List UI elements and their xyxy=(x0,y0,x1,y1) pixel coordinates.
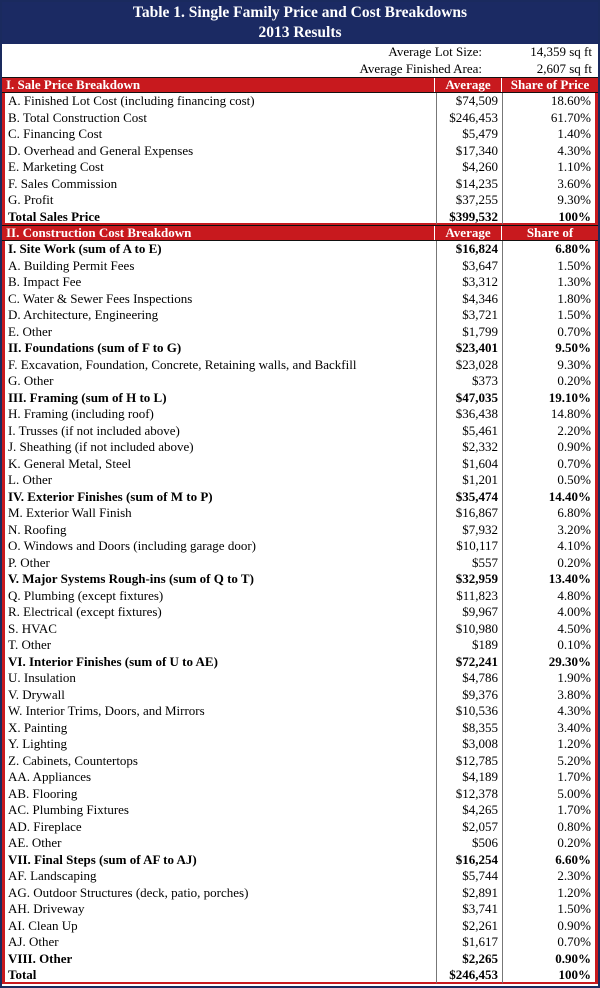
row-share: 0.80% xyxy=(502,819,598,836)
row-average: $12,785 xyxy=(436,753,502,770)
row-average: $35,474 xyxy=(436,489,502,506)
row-average: $32,959 xyxy=(436,571,502,588)
row-share: 0.70% xyxy=(502,934,598,951)
table-row xyxy=(2,934,598,951)
row-average: $5,744 xyxy=(436,868,502,885)
table-row xyxy=(2,736,598,753)
row-average: $12,378 xyxy=(436,786,502,803)
table-row xyxy=(2,703,598,720)
row-label: A. Finished Lot Cost (including financing cost) xyxy=(2,93,436,110)
row-share: 1.80% xyxy=(502,291,598,308)
row-label: II. Foundations (sum of F to G) xyxy=(2,340,436,357)
row-label: AJ. Other xyxy=(2,934,436,951)
row-share: 5.20% xyxy=(502,753,598,770)
row-share: 0.70% xyxy=(502,456,598,473)
row-share: 1.20% xyxy=(502,885,598,902)
row-label: Z. Cabinets, Countertops xyxy=(2,753,436,770)
row-average: $5,479 xyxy=(436,126,502,143)
row-average: $10,980 xyxy=(436,621,502,638)
row-average: $2,057 xyxy=(436,819,502,836)
row-share: 3.40% xyxy=(502,720,598,737)
row-share: 1.40% xyxy=(502,126,598,143)
section-header-construction-cost xyxy=(2,225,598,241)
row-share: 4.10% xyxy=(502,538,598,555)
info-row-finished-area xyxy=(2,61,598,78)
table-row xyxy=(2,209,598,226)
table-row xyxy=(2,423,598,440)
table-row xyxy=(2,604,598,621)
row-average: $10,536 xyxy=(436,703,502,720)
row-label: B. Impact Fee xyxy=(2,274,436,291)
row-average: $246,453 xyxy=(436,967,502,984)
row-share: 100% xyxy=(502,209,598,226)
row-share: 9.30% xyxy=(502,192,598,209)
column-header-share: Share of Price xyxy=(501,78,598,92)
row-average: $4,189 xyxy=(436,769,502,786)
table-row xyxy=(2,819,598,836)
row-label: Y. Lighting xyxy=(2,736,436,753)
section-title: I. Sale Price Breakdown xyxy=(6,77,141,92)
row-label: IV. Exterior Finishes (sum of M to P) xyxy=(2,489,436,506)
table-row xyxy=(2,571,598,588)
row-label: AF. Landscaping xyxy=(2,868,436,885)
row-share: 4.30% xyxy=(502,703,598,720)
table-row xyxy=(2,654,598,671)
table-row xyxy=(2,307,598,324)
info-value: 14,359 sq ft xyxy=(530,44,592,59)
row-average: $189 xyxy=(436,637,502,654)
table-row xyxy=(2,93,598,110)
row-share: 2.20% xyxy=(502,423,598,440)
row-label: R. Electrical (except fixtures) xyxy=(2,604,436,621)
row-average: $10,117 xyxy=(436,538,502,555)
table-row xyxy=(2,143,598,160)
row-label: AI. Clean Up xyxy=(2,918,436,935)
row-label: H. Framing (including roof) xyxy=(2,406,436,423)
row-label: Total xyxy=(2,967,436,984)
row-label: Q. Plumbing (except fixtures) xyxy=(2,588,436,605)
row-share: 0.90% xyxy=(502,439,598,456)
table-title xyxy=(2,2,598,44)
row-average: $2,261 xyxy=(436,918,502,935)
table-row xyxy=(2,159,598,176)
row-average: $14,235 xyxy=(436,176,502,193)
row-label: K. General Metal, Steel xyxy=(2,456,436,473)
row-share: 2.30% xyxy=(502,868,598,885)
row-average: $2,265 xyxy=(436,951,502,968)
row-label: T. Other xyxy=(2,637,436,654)
row-label: III. Framing (sum of H to L) xyxy=(2,390,436,407)
row-average: $16,824 xyxy=(436,241,502,258)
table-row xyxy=(2,802,598,819)
table-row xyxy=(2,357,598,374)
row-average: $37,255 xyxy=(436,192,502,209)
table-row xyxy=(2,753,598,770)
row-average: $3,312 xyxy=(436,274,502,291)
row-average: $1,799 xyxy=(436,324,502,341)
row-label: VI. Interior Finishes (sum of U to AE) xyxy=(2,654,436,671)
row-share: 1.10% xyxy=(502,159,598,176)
row-share: 4.80% xyxy=(502,588,598,605)
row-label: S. HVAC xyxy=(2,621,436,638)
row-label: AB. Flooring xyxy=(2,786,436,803)
row-share: 0.90% xyxy=(502,918,598,935)
table-row xyxy=(2,868,598,885)
table-row xyxy=(2,258,598,275)
row-share: 0.20% xyxy=(502,555,598,572)
table-row xyxy=(2,538,598,555)
row-label: C. Water & Sewer Fees Inspections xyxy=(2,291,436,308)
row-label: AA. Appliances xyxy=(2,769,436,786)
table-row xyxy=(2,637,598,654)
row-label: B. Total Construction Cost xyxy=(2,110,436,127)
row-share: 0.20% xyxy=(502,835,598,852)
info-value: 2,607 sq ft xyxy=(536,60,592,76)
row-share: 61.70% xyxy=(502,110,598,127)
row-average: $36,438 xyxy=(436,406,502,423)
info-row-lot-size xyxy=(2,44,598,61)
table-row xyxy=(2,720,598,737)
row-average: $4,265 xyxy=(436,802,502,819)
row-average: $9,376 xyxy=(436,687,502,704)
row-share: 1.20% xyxy=(502,736,598,753)
table-title-line2: 2013 Results xyxy=(258,24,342,41)
table-row xyxy=(2,621,598,638)
row-share: 3.80% xyxy=(502,687,598,704)
section-header-sale-price xyxy=(2,77,598,93)
row-share: 19.10% xyxy=(502,390,598,407)
table-row xyxy=(2,456,598,473)
row-label: P. Other xyxy=(2,555,436,572)
table-title-line1: Table 1. Single Family Price and Cost Breakdowns xyxy=(132,4,468,21)
table-row xyxy=(2,505,598,522)
row-average: $7,932 xyxy=(436,522,502,539)
table-row xyxy=(2,192,598,209)
row-average: $557 xyxy=(436,555,502,572)
row-share: 0.70% xyxy=(502,324,598,341)
section-title: II. Construction Cost Breakdown xyxy=(6,225,192,240)
row-label: L. Other xyxy=(2,472,436,489)
row-share: 4.30% xyxy=(502,143,598,160)
row-label: C. Financing Cost xyxy=(2,126,436,143)
row-label: F. Sales Commission xyxy=(2,176,436,193)
table-row xyxy=(2,110,598,127)
row-label: AG. Outdoor Structures (deck, patio, porches) xyxy=(2,885,436,902)
row-share: 1.90% xyxy=(502,670,598,687)
table-row xyxy=(2,472,598,489)
row-average: $74,509 xyxy=(436,93,502,110)
row-share: 18.60% xyxy=(502,93,598,110)
row-average: $11,823 xyxy=(436,588,502,605)
row-average: $16,254 xyxy=(436,852,502,869)
row-average: $373 xyxy=(436,373,502,390)
row-label: I. Trusses (if not included above) xyxy=(2,423,436,440)
row-share: 9.50% xyxy=(502,340,598,357)
row-share: 6.80% xyxy=(502,505,598,522)
table-row xyxy=(2,324,598,341)
table-row xyxy=(2,786,598,803)
column-header-share: Share of xyxy=(501,226,598,240)
row-label: A. Building Permit Fees xyxy=(2,258,436,275)
sale-price-rows xyxy=(2,93,598,225)
table-row xyxy=(2,951,598,968)
table-row xyxy=(2,967,598,984)
row-share: 3.20% xyxy=(502,522,598,539)
row-share: 1.50% xyxy=(502,307,598,324)
column-header-average: Average xyxy=(434,226,501,240)
table-row xyxy=(2,901,598,918)
row-average: $3,647 xyxy=(436,258,502,275)
row-share: 100% xyxy=(502,967,598,984)
table-row xyxy=(2,885,598,902)
row-share: 14.80% xyxy=(502,406,598,423)
row-label: Total Sales Price xyxy=(2,209,436,226)
row-average: $23,028 xyxy=(436,357,502,374)
row-share: 9.30% xyxy=(502,357,598,374)
row-share: 1.70% xyxy=(502,769,598,786)
row-share: 0.50% xyxy=(502,472,598,489)
row-share: 1.50% xyxy=(502,258,598,275)
row-average: $4,260 xyxy=(436,159,502,176)
row-average: $3,721 xyxy=(436,307,502,324)
row-share: 6.60% xyxy=(502,852,598,869)
row-label: AD. Fireplace xyxy=(2,819,436,836)
row-share: 1.30% xyxy=(502,274,598,291)
row-share: 4.50% xyxy=(502,621,598,638)
row-share: 6.80% xyxy=(502,241,598,258)
row-label: VIII. Other xyxy=(2,951,436,968)
row-share: 29.30% xyxy=(502,654,598,671)
row-label: VII. Final Steps (sum of AF to AJ) xyxy=(2,852,436,869)
row-label: F. Excavation, Foundation, Concrete, Retaining walls, and Backfill xyxy=(2,357,436,374)
table-row xyxy=(2,406,598,423)
row-average: $5,461 xyxy=(436,423,502,440)
table-row xyxy=(2,555,598,572)
column-header-average: Average xyxy=(434,78,501,92)
table-row xyxy=(2,390,598,407)
row-share: 0.90% xyxy=(502,951,598,968)
row-average: $399,532 xyxy=(436,209,502,226)
row-share: 3.60% xyxy=(502,176,598,193)
row-average: $1,604 xyxy=(436,456,502,473)
table-row xyxy=(2,687,598,704)
table-row xyxy=(2,241,598,258)
table-row xyxy=(2,291,598,308)
row-average: $2,891 xyxy=(436,885,502,902)
construction-cost-rows xyxy=(2,241,598,984)
table-row xyxy=(2,489,598,506)
table-row xyxy=(2,439,598,456)
row-label: E. Marketing Cost xyxy=(2,159,436,176)
row-label: J. Sheathing (if not included above) xyxy=(2,439,436,456)
row-label: D. Architecture, Engineering xyxy=(2,307,436,324)
row-label: AE. Other xyxy=(2,835,436,852)
table-row xyxy=(2,835,598,852)
row-label: G. Other xyxy=(2,373,436,390)
row-average: $16,867 xyxy=(436,505,502,522)
row-share: 0.10% xyxy=(502,637,598,654)
row-label: AC. Plumbing Fixtures xyxy=(2,802,436,819)
row-label: N. Roofing xyxy=(2,522,436,539)
table-row xyxy=(2,769,598,786)
row-label: O. Windows and Doors (including garage door) xyxy=(2,538,436,555)
row-label: M. Exterior Wall Finish xyxy=(2,505,436,522)
row-average: $47,035 xyxy=(436,390,502,407)
table-row xyxy=(2,918,598,935)
row-average: $1,201 xyxy=(436,472,502,489)
row-average: $72,241 xyxy=(436,654,502,671)
row-share: 4.00% xyxy=(502,604,598,621)
row-label: U. Insulation xyxy=(2,670,436,687)
row-label: G. Profit xyxy=(2,192,436,209)
row-share: 13.40% xyxy=(502,571,598,588)
row-average: $4,786 xyxy=(436,670,502,687)
row-label: AH. Driveway xyxy=(2,901,436,918)
table-row xyxy=(2,126,598,143)
row-share: 1.70% xyxy=(502,802,598,819)
row-average: $9,967 xyxy=(436,604,502,621)
table-row xyxy=(2,176,598,193)
table-row xyxy=(2,340,598,357)
row-share: 5.00% xyxy=(502,786,598,803)
table-row xyxy=(2,852,598,869)
row-label: D. Overhead and General Expenses xyxy=(2,143,436,160)
row-label: X. Painting xyxy=(2,720,436,737)
row-share: 0.20% xyxy=(502,373,598,390)
row-average: $23,401 xyxy=(436,340,502,357)
info-label: Average Lot Size: xyxy=(388,44,482,59)
row-average: $3,741 xyxy=(436,901,502,918)
row-average: $17,340 xyxy=(436,143,502,160)
row-label: E. Other xyxy=(2,324,436,341)
row-average: $506 xyxy=(436,835,502,852)
row-label: V. Major Systems Rough-ins (sum of Q to T) xyxy=(2,571,436,588)
info-label: Average Finished Area: xyxy=(359,60,482,76)
table-row xyxy=(2,522,598,539)
row-share: 14.40% xyxy=(502,489,598,506)
row-average: $3,008 xyxy=(436,736,502,753)
table-row xyxy=(2,274,598,291)
row-label: V. Drywall xyxy=(2,687,436,704)
row-average: $2,332 xyxy=(436,439,502,456)
row-average: $246,453 xyxy=(436,110,502,127)
table-row xyxy=(2,670,598,687)
row-average: $8,355 xyxy=(436,720,502,737)
row-label: W. Interior Trims, Doors, and Mirrors xyxy=(2,703,436,720)
table-row xyxy=(2,373,598,390)
row-label: I. Site Work (sum of A to E) xyxy=(2,241,436,258)
row-average: $1,617 xyxy=(436,934,502,951)
row-share: 1.50% xyxy=(502,901,598,918)
table-row xyxy=(2,588,598,605)
row-average: $4,346 xyxy=(436,291,502,308)
